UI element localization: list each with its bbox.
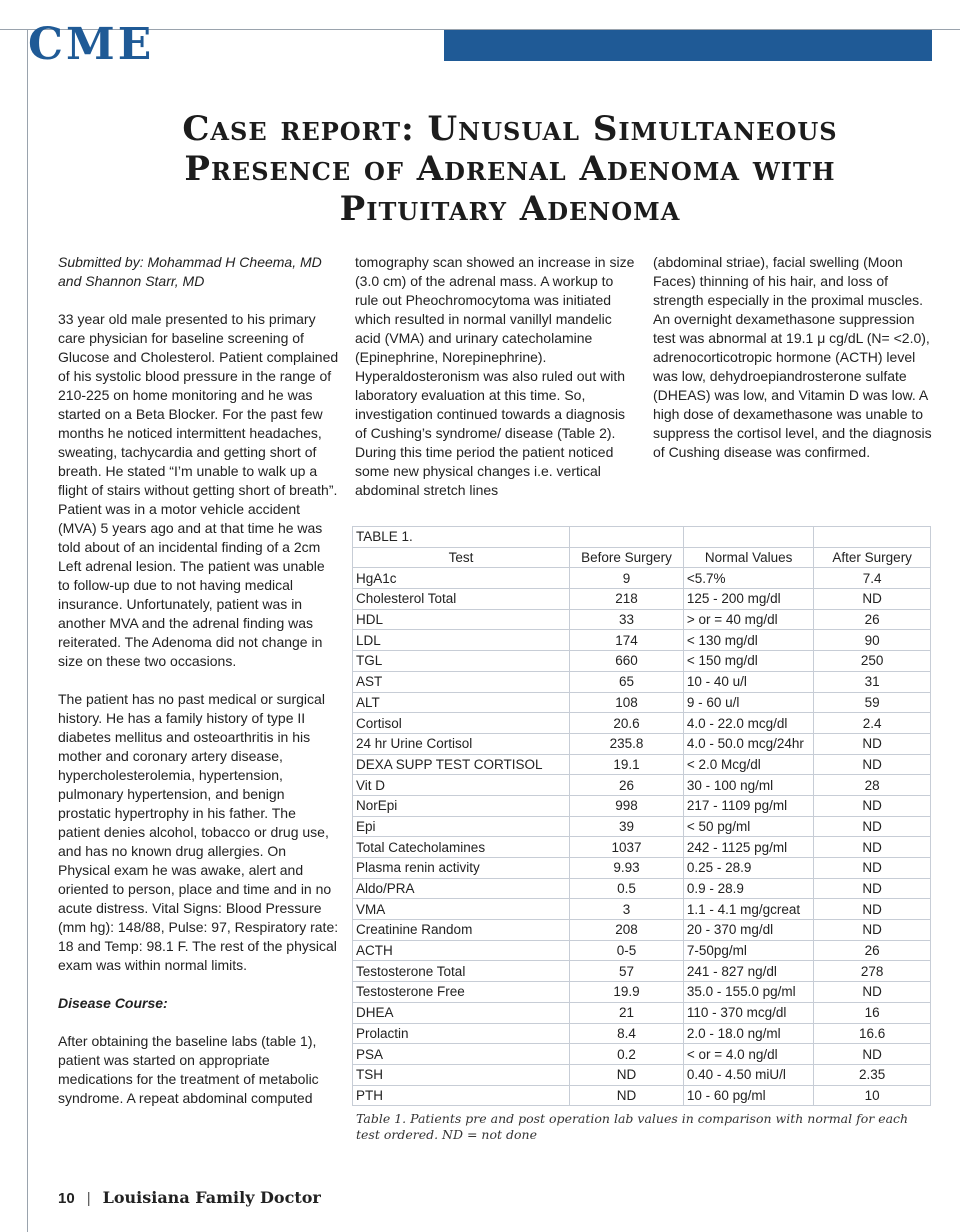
cell-test: ACTH [353, 940, 570, 961]
cell-before-surgery: 108 [570, 692, 684, 713]
cell-test: NorEpi [353, 795, 570, 816]
cell-after-surgery: 7.4 [814, 568, 931, 589]
paragraph-diagnosis: (abdominal striae), facial swelling (Moon Faces) thinning of his hair, and loss of strength especially in the proximal muscles. An overnight dexamethasone suppression test was abnormal at 19.1 μ cg/dL (N= <2.0), adrenocorticotropic hormone (ACTH) level was low, dehydroepiandrosterone sulfate (DHEAS) was low, and Vitamin D was low. A high dose of dexamethasone was unable to suppress the cortisol level, and the diagnosis of Cushing disease was confirmed. [653, 254, 932, 460]
table-row [353, 754, 931, 775]
cell-normal-values: 0.40 - 4.50 miU/l [683, 1064, 813, 1085]
cell-before-surgery: 26 [570, 775, 684, 796]
cell-after-surgery: 26 [814, 609, 931, 630]
cell-before-surgery: 9 [570, 568, 684, 589]
lab-values-table [352, 526, 931, 1106]
page-footer [58, 1188, 321, 1209]
table-row [353, 1023, 931, 1044]
cell-before-surgery: 21 [570, 1002, 684, 1023]
cell-test: DEXA SUPP TEST CORTISOL [353, 754, 570, 775]
journal-name: Louisiana Family Doctor [102, 1188, 321, 1207]
article-title: Case report: Unusual Simultaneous Presence of Adrenal Adenoma with Pituitary Adenoma [182, 108, 838, 229]
table-row [353, 961, 931, 982]
cell-normal-values: 4.0 - 22.0 mcg/dl [683, 713, 813, 734]
cell-test: Creatinine Random [353, 920, 570, 941]
cell-after-surgery: 31 [814, 671, 931, 692]
table-label-row [353, 527, 931, 548]
cell-test: 24 hr Urine Cortisol [353, 733, 570, 754]
table-label: TABLE 1. [353, 527, 570, 548]
cell-before-surgery: 19.9 [570, 982, 684, 1003]
cell-test: PSA [353, 1044, 570, 1065]
cell-before-surgery: ND [570, 1064, 684, 1085]
table-row [353, 899, 931, 920]
cme-logo: CME [28, 19, 155, 70]
cell-normal-values: 30 - 100 ng/ml [683, 775, 813, 796]
cell-test: AST [353, 671, 570, 692]
cell-test: Plasma renin activity [353, 858, 570, 879]
cell-normal-values: <5.7% [683, 568, 813, 589]
table-row [353, 816, 931, 837]
cell-after-surgery: 250 [814, 651, 931, 672]
table-row [353, 651, 931, 672]
cell-after-surgery: 16.6 [814, 1023, 931, 1044]
cell-before-surgery: 0.5 [570, 878, 684, 899]
cell-before-surgery: 8.4 [570, 1023, 684, 1044]
cell-before-surgery: 660 [570, 651, 684, 672]
cell-test: Testosterone Total [353, 961, 570, 982]
cell-after-surgery: ND [814, 733, 931, 754]
table-row [353, 692, 931, 713]
table-row [353, 568, 931, 589]
cell-after-surgery: ND [814, 899, 931, 920]
cell-after-surgery: 16 [814, 1002, 931, 1023]
header-accent-bar [444, 30, 932, 61]
table-row [353, 630, 931, 651]
header-normal-values: Normal Values [683, 547, 813, 568]
cell-after-surgery: ND [814, 754, 931, 775]
cell-test: PTH [353, 1085, 570, 1106]
cell-test: TGL [353, 651, 570, 672]
cell-after-surgery: 10 [814, 1085, 931, 1106]
cell-before-surgery: 235.8 [570, 733, 684, 754]
cell-test: Aldo/PRA [353, 878, 570, 899]
cell-after-surgery: 278 [814, 961, 931, 982]
cell-after-surgery: ND [814, 920, 931, 941]
cell-before-surgery: 33 [570, 609, 684, 630]
paragraph-history: The patient has no past medical or surgical history. He has a family history of type II diabetes mellitus and osteoarthritis in his mother and coronary artery disease, hypercholesterolemia, hypertension, pulmonary hypertension, and benign prostatic hypertrophy in his father. The patient denies alcohol, tobacco or drug use, and has no known drug allergies. On Physical exam he was awake, alert and oriented to person, place and time and in no acute distress. Vital Signs: Blood Pressure (mm hg): 148/88, Pulse: 97, Respiratory rate: 18 and Temp: 98.1 F. The rest of the physical exam was within normal limits. [58, 691, 339, 973]
cell-normal-values: < 130 mg/dl [683, 630, 813, 651]
table-row [353, 982, 931, 1003]
header-before-surgery: Before Surgery [570, 547, 684, 568]
cell-normal-values: 0.25 - 28.9 [683, 858, 813, 879]
cell-test: Prolactin [353, 1023, 570, 1044]
cell-test: ALT [353, 692, 570, 713]
cell-after-surgery: 59 [814, 692, 931, 713]
table-row [353, 1064, 931, 1085]
cell-test: HDL [353, 609, 570, 630]
table-row [353, 878, 931, 899]
cell-before-surgery: 0-5 [570, 940, 684, 961]
cell-test: VMA [353, 899, 570, 920]
cell-normal-values: 10 - 40 u/l [683, 671, 813, 692]
cell-after-surgery: 26 [814, 940, 931, 961]
text-column-2 [355, 253, 640, 519]
cell-normal-values: 217 - 1109 pg/ml [683, 795, 813, 816]
cell-after-surgery: 28 [814, 775, 931, 796]
margin-rule [27, 29, 28, 1232]
cell-after-surgery: ND [814, 858, 931, 879]
cell-normal-values: 241 - 827 ng/dl [683, 961, 813, 982]
table-row [353, 1085, 931, 1106]
table-row [353, 589, 931, 610]
table-row [353, 609, 931, 630]
table-header-row [353, 547, 931, 568]
table-row [353, 940, 931, 961]
cell-after-surgery: ND [814, 795, 931, 816]
cell-before-surgery: ND [570, 1085, 684, 1106]
table-row [353, 858, 931, 879]
text-column-1 [58, 253, 340, 1127]
cell-normal-values: 20 - 370 mg/dl [683, 920, 813, 941]
cell-test: HgA1c [353, 568, 570, 589]
cell-normal-values: 125 - 200 mg/dl [683, 589, 813, 610]
cell-normal-values: 0.9 - 28.9 [683, 878, 813, 899]
cell-normal-values: 110 - 370 mcg/dl [683, 1002, 813, 1023]
cell-test: Vit D [353, 775, 570, 796]
cell-test: Cholesterol Total [353, 589, 570, 610]
cell-before-surgery: 9.93 [570, 858, 684, 879]
cell-normal-values: 9 - 60 u/l [683, 692, 813, 713]
cell-normal-values: 2.0 - 18.0 ng/ml [683, 1023, 813, 1044]
cell-after-surgery: 90 [814, 630, 931, 651]
cell-normal-values: < or = 4.0 ng/dl [683, 1044, 813, 1065]
cell-normal-values: 10 - 60 pg/ml [683, 1085, 813, 1106]
cell-test: Cortisol [353, 713, 570, 734]
cell-normal-values: < 150 mg/dl [683, 651, 813, 672]
table-row [353, 1044, 931, 1065]
cell-before-surgery: 39 [570, 816, 684, 837]
cell-before-surgery: 1037 [570, 837, 684, 858]
cell-normal-values: 35.0 - 155.0 pg/ml [683, 982, 813, 1003]
cell-normal-values: < 50 pg/ml [683, 816, 813, 837]
cell-after-surgery: ND [814, 1044, 931, 1065]
cell-after-surgery: ND [814, 837, 931, 858]
header-test: Test [353, 547, 570, 568]
cell-before-surgery: 208 [570, 920, 684, 941]
cell-before-surgery: 3 [570, 899, 684, 920]
cell-before-surgery: 19.1 [570, 754, 684, 775]
cell-normal-values: > or = 40 mg/dl [683, 609, 813, 630]
text-column-3 [653, 253, 933, 481]
table-row [353, 795, 931, 816]
cell-after-surgery: ND [814, 982, 931, 1003]
cell-before-surgery: 218 [570, 589, 684, 610]
cell-test: Epi [353, 816, 570, 837]
cell-after-surgery: ND [814, 878, 931, 899]
cell-normal-values: 7-50pg/ml [683, 940, 813, 961]
cell-after-surgery: ND [814, 816, 931, 837]
cell-before-surgery: 174 [570, 630, 684, 651]
paragraph-disease-course: After obtaining the baseline labs (table 1), patient was started on appropriate medications for the treatment of metabolic syndrome. A repeat abdominal computed [58, 1033, 319, 1106]
paragraph-presentation: 33 year old male presented to his primary care physician for baseline screening of Glucose and Cholesterol. Patient complained of his systolic blood pressure in the range of 210-225 on home monitoring and he was started on a Beta Blocker. For the past few months he noticed intermittent headaches, sweating, tachycardia and getting short of breath. He stated “I’m unable to walk up a flight of stairs without getting short of breath”. Patient was in a motor vehicle accident (MVA) 5 years ago and at that time he was told about of an incidental finding of a 2cm Left adrenal lesion. The patient was unable to follow-up due to not having medical insurance. Unfortunately, patient was in another MVA and the adrenal finding was reiterated. The Adenoma did not change in size on these two occasions. [58, 311, 339, 669]
table-caption: Table 1. Patients pre and post operation lab values in comparison with normal for each test ordered. ND = not done [356, 1111, 909, 1142]
footer-separator: | [86, 1190, 91, 1207]
author-byline: Submitted by: Mohammad H Cheema, MD and Shannon Starr, MD [58, 254, 322, 289]
table-row [353, 733, 931, 754]
cell-test: LDL [353, 630, 570, 651]
table-row [353, 713, 931, 734]
header-after-surgery: After Surgery [814, 547, 931, 568]
section-heading-disease-course: Disease Course: [58, 995, 168, 1011]
cell-test: TSH [353, 1064, 570, 1085]
table-row [353, 920, 931, 941]
paragraph-workup: tomography scan showed an increase in size (3.0 cm) of the adrenal mass. A workup to rule out Pheochromocytoma was initiated which resulted in normal vanillyl mandelic acid (VMA) and urinary catecholamine (Epinephrine, Norepinephrine). Hyperaldosteronism was also ruled out with laboratory evaluation at this time. So, investigation continued towards a diagnosis of Cushing’s syndrome/ disease (Table 2). During this time period the patient noticed some new physical changes i.e. vertical abdominal stretch lines [355, 254, 635, 498]
cell-test: Testosterone Free [353, 982, 570, 1003]
table-row [353, 775, 931, 796]
cell-test: Total Catecholamines [353, 837, 570, 858]
cell-test: DHEA [353, 1002, 570, 1023]
cell-normal-values: 4.0 - 50.0 mcg/24hr [683, 733, 813, 754]
cell-normal-values: 1.1 - 4.1 mg/gcreat [683, 899, 813, 920]
cell-before-surgery: 998 [570, 795, 684, 816]
cell-after-surgery: ND [814, 589, 931, 610]
cell-before-surgery: 20.6 [570, 713, 684, 734]
table-row [353, 837, 931, 858]
table-row [353, 671, 931, 692]
cell-before-surgery: 65 [570, 671, 684, 692]
cell-normal-values: < 2.0 Mcg/dl [683, 754, 813, 775]
page-number: 10 [58, 1190, 75, 1207]
cell-before-surgery: 57 [570, 961, 684, 982]
cell-after-surgery: 2.35 [814, 1064, 931, 1085]
cell-normal-values: 242 - 1125 pg/ml [683, 837, 813, 858]
cell-before-surgery: 0.2 [570, 1044, 684, 1065]
cell-after-surgery: 2.4 [814, 713, 931, 734]
table-row [353, 1002, 931, 1023]
